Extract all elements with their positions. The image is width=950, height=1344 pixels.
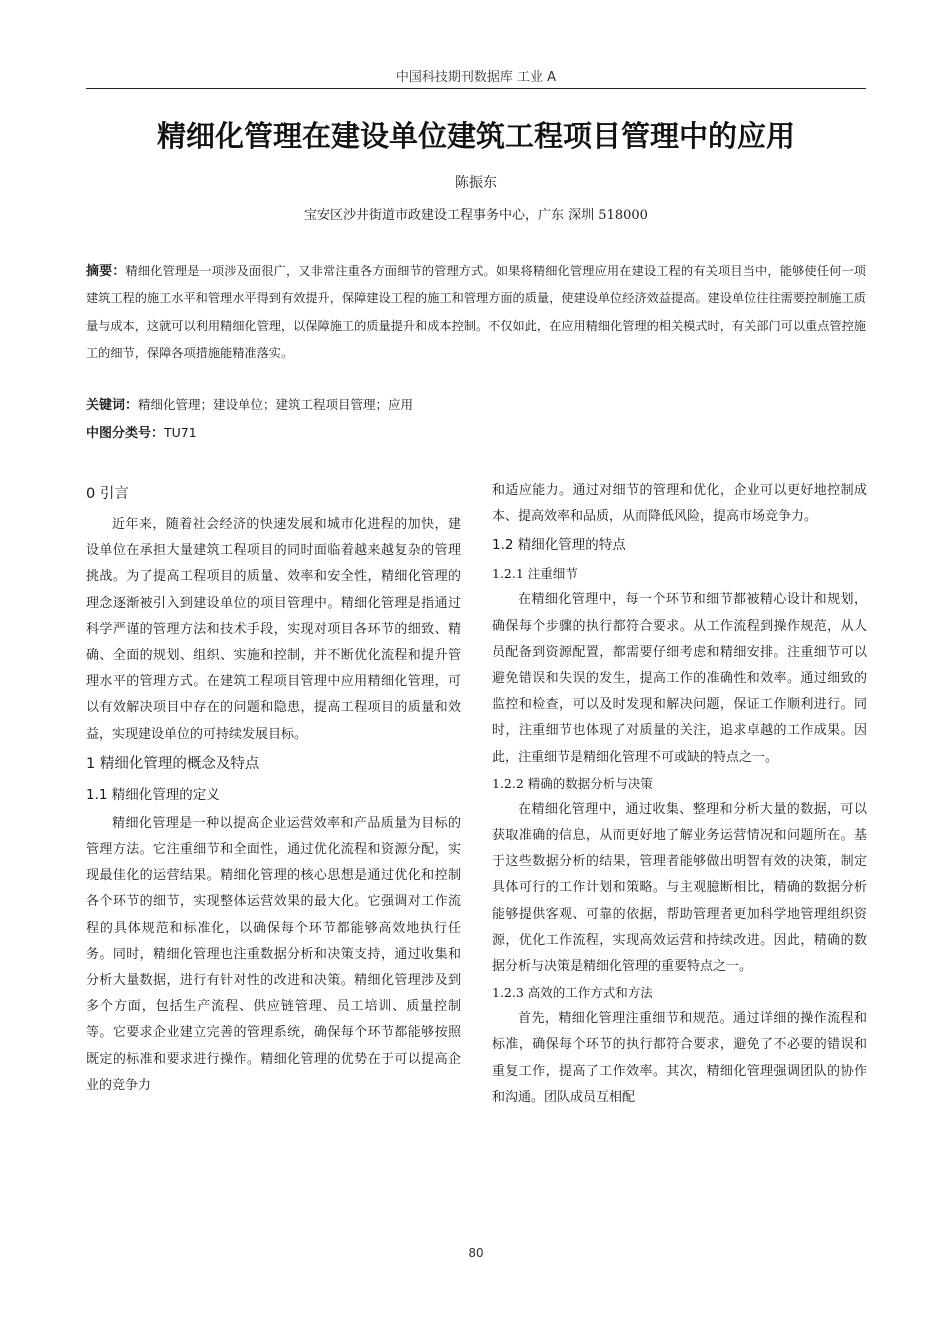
keywords: [86, 394, 866, 413]
section-1-heading: 1 精细化管理的概念及特点: [86, 755, 260, 772]
classification-label: 中图分类号：: [86, 426, 165, 441]
section-1-1-heading: 1.1 精细化管理的定义: [86, 786, 220, 803]
keywords-label: 关键词：: [86, 398, 139, 413]
continued-paragraph: 和适应能力。通过对细节的管理和优化，企业可以更好地控制成本、提高效率和品质，从而降低风险，提高市场竞争力。: [492, 483, 867, 525]
classification-number: [86, 422, 866, 441]
section-1-2-heading: 1.2 精细化管理的特点: [492, 537, 626, 554]
section-1-2-1-heading: 1.2.1 注重细节: [492, 566, 578, 582]
section-1-2-3-heading: 1.2.3 高效的工作方式和方法: [492, 985, 653, 1001]
header-divider: [86, 88, 866, 89]
article-title: 精细化管理在建设单位建筑工程项目管理中的应用: [156, 119, 795, 153]
keywords-text: 精细化管理；建设单位；建筑工程项目管理；应用: [138, 397, 414, 412]
section-1-1-paragraph: 精细化管理是一种以提高企业运营效率和产品质量为目标的管理方法。它注重细节和全面性，通过优化流程和资源分配，实现最佳化的运营结果。精细化管理的核心思想是通过优化和控制各个环节的细节，实现整体运营效果的最大化。它强调对工作流程的具体规范和标准化，以确保每个环节都能够高效地执行任务。同时，精细化管理也注重数据分析和决策支持，通过收集和分析大量数据，进行有针对性的改进和决策。精细化管理涉及到多个方面，包括生产流程、供应链管理、员工培训、质量控制等。它要求企业建立完善的管理系统，确保每个环节都能够按照既定的标准和要求进行操作。精细化管理的优势在于可以提高企业的竞争力: [86, 815, 461, 1093]
abstract: [86, 258, 866, 368]
author-name: 陈振东: [455, 175, 497, 191]
left-column: [86, 478, 461, 1099]
abstract-label: 摘要：: [86, 264, 126, 279]
author-affiliation: 宝安区沙井街道市政建设工程事务中心，广东 深圳 518000: [304, 208, 648, 223]
right-column: [492, 478, 867, 1111]
section-0-paragraph: 近年来，随着社会经济的快速发展和城市化进程的加快，建设单位在承担大量建筑工程项目的同时面临着越来越复杂的管理挑战。为了提高工程项目的质量、效率和安全性，精细化管理的理念逐渐被引入到建设单位的项目管理中。精细化管理是指通过科学严谨的管理方法和技术手段，实现对项目各环节的细致、精确、全面的规划、组织、实施和控制，并不断优化流程和提升管理水平的管理方式。在建筑工程项目管理中应用精细化管理，可以有效解决项目中存在的问题和隐患，提高工程项目的质量和效益，实现建设单位的可持续发展目标。: [86, 517, 461, 742]
classification-value: TU71: [164, 425, 197, 440]
section-1-2-1-paragraph: 在精细化管理中，每一个环节和细节都被精心设计和规划，确保每个步骤的执行都符合要求。从工作流程到操作规范，从人员配备到资源配置，都需要仔细考虑和精细安排。注重细节可以避免错误和失误的发生，提高工作的准确性和效率。通过细致的监控和检查，可以及时发现和解决问题，保证工作顺利进行。同时，注重细节也体现了对质量的关注，追求卓越的工作成果。因此，注重细节是精细化管理不可或缺的特点之一。: [492, 592, 867, 765]
section-1-2-2-heading: 1.2.2 精确的数据分析与决策: [492, 775, 653, 791]
section-1-2-2-paragraph: 在精细化管理中，通过收集、整理和分析大量的数据，可以获取准确的信息，从而更好地了解业务运营情况和问题所在。基于这些数据分析的结果，管理者能够做出明智有效的决策，制定具体可行的工作计划和策略。与主观臆断相比，精确的数据分析能够提供客观、可靠的依据，帮助管理者更加科学地管理组织资源，优化工作流程，实现高效运营和持续改进。因此，精确的数据分析与决策是精细化管理的重要特点之一。: [492, 801, 867, 975]
abstract-text: 精细化管理是一项涉及面很广，又非常注重各方面细节的管理方式。如果将精细化管理应用在建设工程的有关项目当中，能够使任何一项建筑工程的施工水平和管理水平得到有效提升，保障建设工程的施工和管理方面的质量，使建设单位经济效益提高。建设单位往往需要控制施工质量与成本，这就可以利用精细化管理，以保障施工的质量提升和成本控制。不仅如此，在应用精细化管理的相关模式时，有关部门可以重点管控施工的细节，保障各项措施能精准落实。: [86, 264, 866, 361]
page-number: 80: [468, 1246, 484, 1260]
section-1-2-3-paragraph: 首先，精细化管理注重细节和规范。通过详细的操作流程和标准，确保每个环节的执行都符合要求，避免了不必要的错误和重复工作，提高了工作效率。其次，精细化管理强调团队的协作和沟通。团队成员互相配: [492, 1011, 867, 1105]
running-header: 中国科技期刊数据库 工业 A: [395, 70, 557, 85]
section-0-heading: 0 引言: [86, 486, 129, 502]
